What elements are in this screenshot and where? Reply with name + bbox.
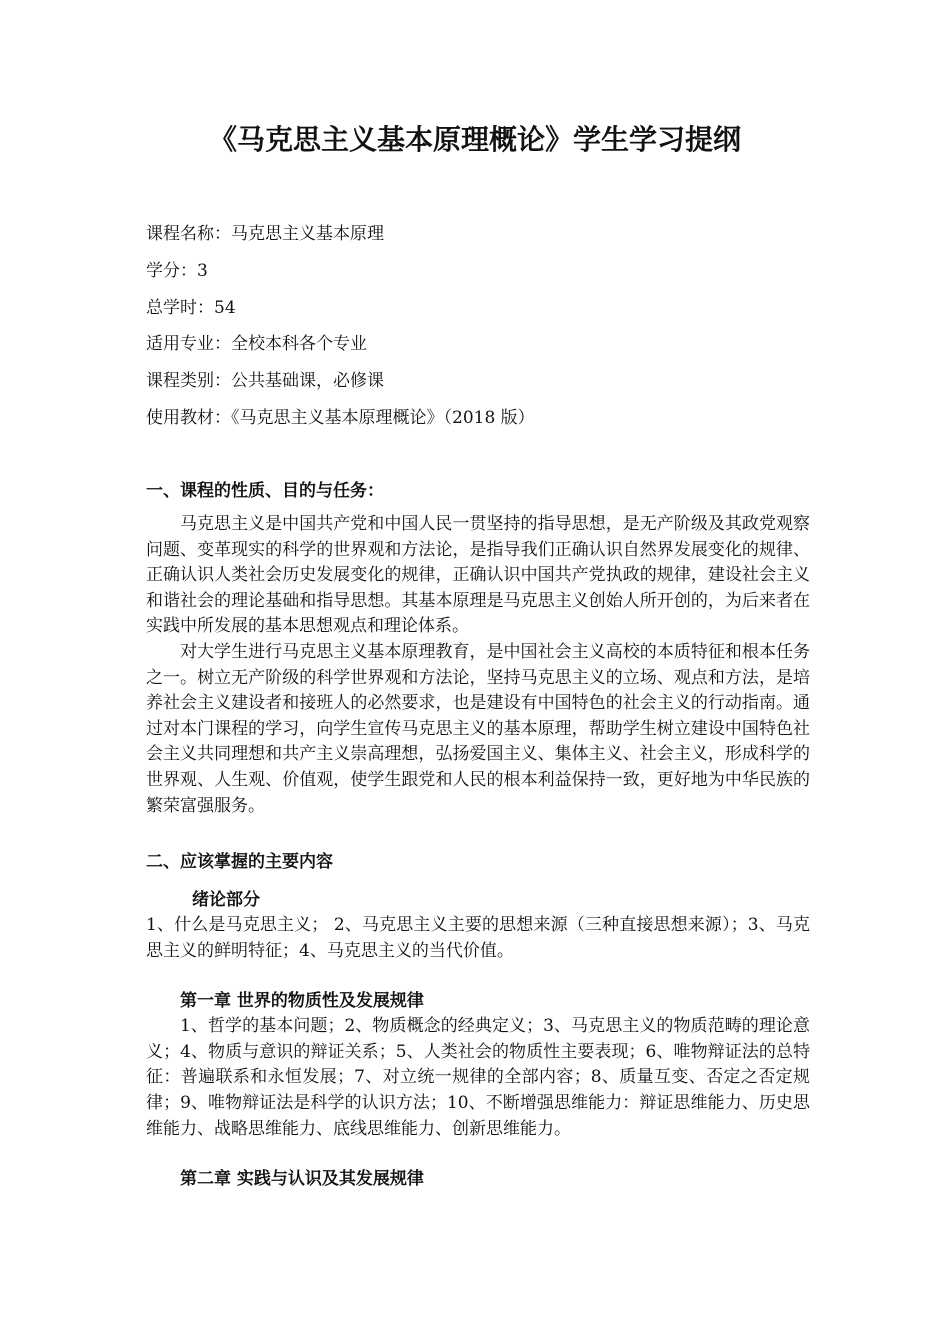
intro-heading: 绪论部分 — [192, 890, 260, 910]
course-info-credits: 学分：3 — [146, 260, 208, 281]
chapter-1-heading: 第一章 世界的物质性及发展规律 — [180, 991, 424, 1012]
course-info-textbook: 使用教材：《马克思主义基本原理概论》（2018 版） — [146, 407, 535, 428]
course-info-major: 适用专业：全校本科各个专业 — [146, 334, 367, 355]
course-info-category: 课程类别：公共基础课，必修课 — [146, 371, 384, 392]
section-nature-purpose — [146, 478, 810, 819]
course-info-hours: 总学时：54 — [146, 297, 236, 318]
paragraph: 马克思主义是中国共产党和中国人民一贯坚持的指导思想，是无产阶级及其政党观察问题、变革现实的科学的世界观和方法论，是指导我们正确认识自然界发展变化的规律、正确认识人类社会历史发展变化的规律，正确认识中国共产党执政的规律，建设社会主义和谐社会的理论基础和指导思想。其基本原理是马克思主义创始人所开创的，为后来者在实践中所发展的基本思想观点和理论体系。 — [146, 514, 810, 637]
chapter-1-body: 1、哲学的基本问题；2、物质概念的经典定义；3、马克思主义的物质范畴的理论意义；4、物质与意识的辩证关系；5、人类社会的物质性主要表现；6、唯物辩证法的总特征：普遍联系和永恒发展；7、对立统一规律的全部内容；8、质量互变、否定之否定规律；9、唯物辩证法是科学的认识方法；10、不断增强思维能力：辩证思维能力、历史思维能力、战略思维能力、底线思维能力、创新思维能力。 — [146, 1016, 810, 1139]
section-heading: 二、应该掌握的主要内容 — [146, 852, 333, 872]
page-title: 《马克思主义基本原理概论》学生学习提纲 — [208, 123, 741, 156]
intro-body: 1、什么是马克思主义； 2、马克思主义主要的思想来源（三种直接思想来源）；3、马克思主义的鲜明特征；4、马克思主义的当代价值。 — [146, 915, 810, 961]
paragraph: 对大学生进行马克思主义基本原理教育，是中国社会主义高校的本质特征和根本任务之一。树立无产阶级的科学世界观和方法论，坚持马克思主义的立场、观点和方法，是培养社会主义建设者和接班人的必然要求，也是建设有中国特色的社会主义的行动指南。通过对本门课程的学习，向学生宣传马克思主义的基本原理，帮助学生树立建设中国特色社会主义共同理想和共产主义崇高理想，弘扬爱国主义、集体主义、社会主义，形成科学的世界观、人生观、价值观，使学生跟党和人民的根本利益保持一致，更好地为中华民族的繁荣富强服务。 — [146, 641, 810, 816]
chapter-2-heading: 第二章 实践与认识及其发展规律 — [180, 1169, 424, 1190]
section-main-content — [146, 849, 810, 1192]
course-info-list — [146, 220, 535, 441]
section-heading: 一、课程的性质、目的与任务： — [146, 481, 384, 501]
course-info-name: 课程名称：马克思主义基本原理 — [146, 224, 384, 244]
